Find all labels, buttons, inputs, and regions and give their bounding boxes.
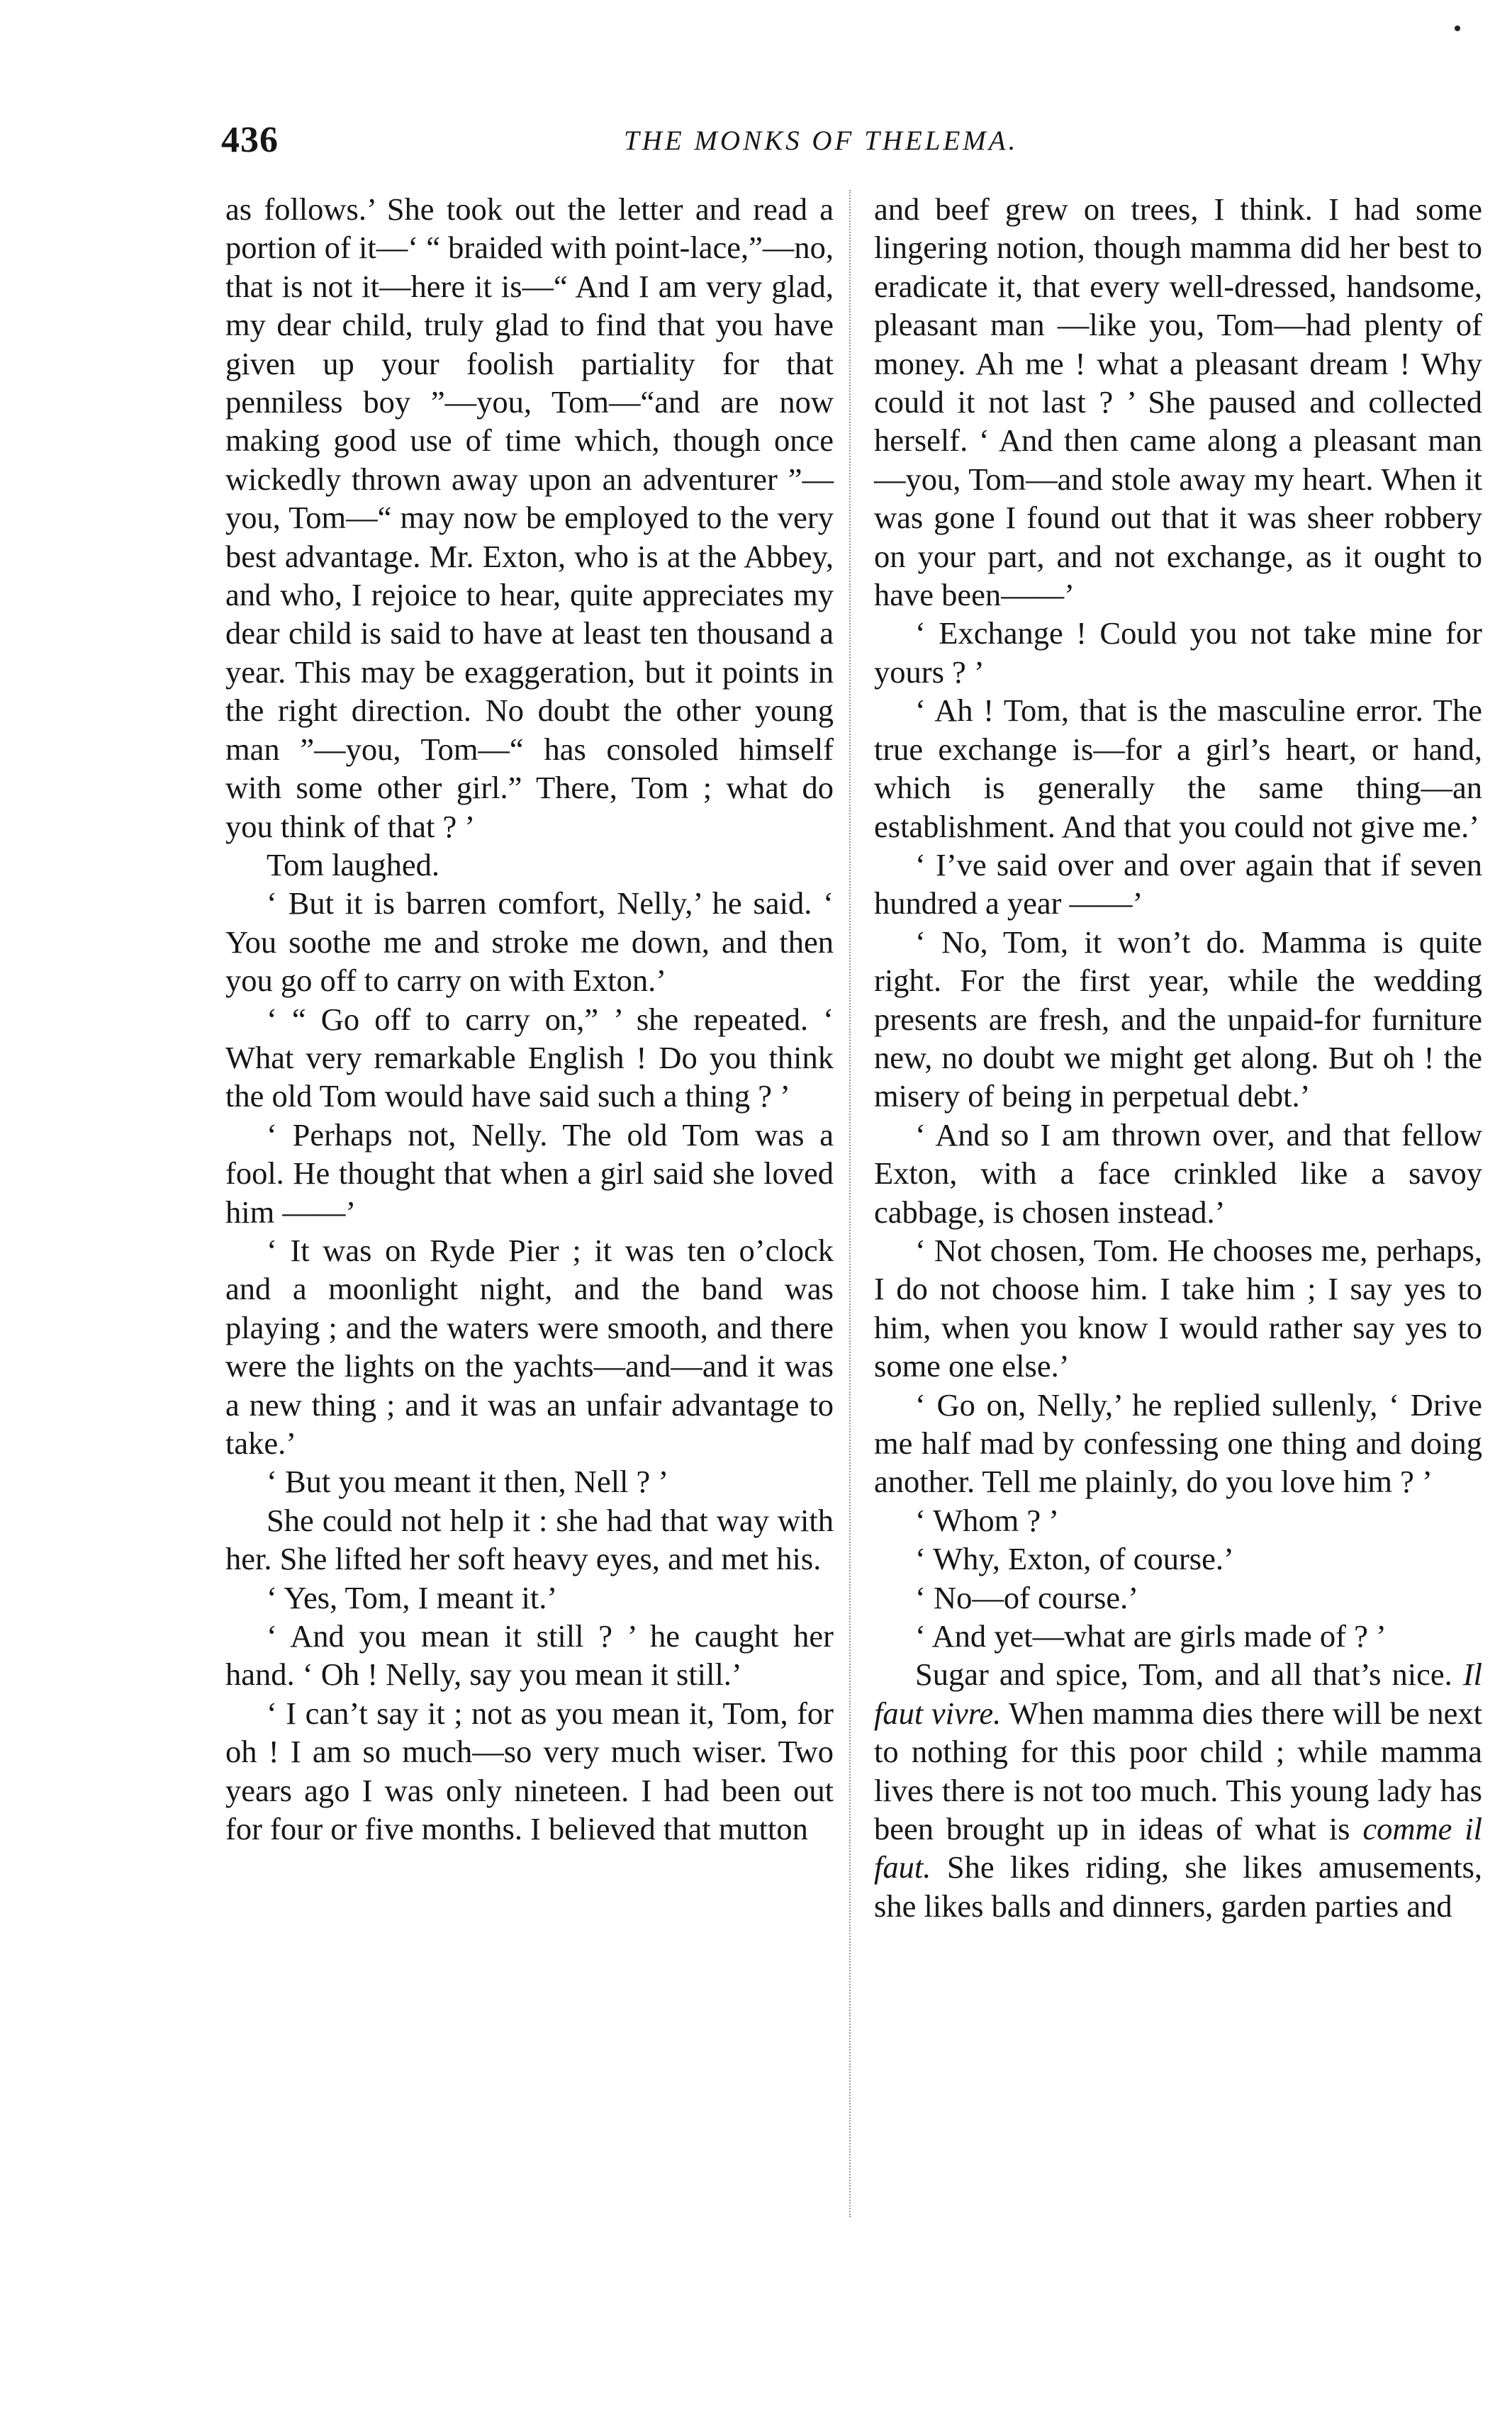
paragraph: ‘ No, Tom, it won’t do. Mamma is quite right. For the first year, while the wedding presents are fresh, and the unpaid-for furniture new, no doubt we might get along. But oh ! the misery of being in perpetual debt.’ [874, 924, 1482, 1114]
page-number: 436 [221, 120, 279, 160]
text-run: She likes riding, she likes amusements, she likes balls and dinners, garden parties and [874, 1849, 1483, 1924]
paragraph: ‘ Exchange ! Could you not take mine for yours ? ’ [874, 615, 1482, 690]
paragraph: ‘ “ Go off to carry on,” ’ she repeated. ‘ What very remarkable English ! Do you think the old Tom would have said such a thing ? ’ [225, 1001, 834, 1114]
paragraph: ‘ I’ve said over and over again that if seven hundred a year ——’ [874, 846, 1482, 921]
running-title: THE MONKS OF THELEMA. [624, 125, 1019, 156]
text-run: Sugar and spice, Tom, and all that’s nice. [915, 1657, 1452, 1693]
paragraph: ‘ Why, Exton, of course.’ [915, 1541, 1234, 1577]
paragraph: ‘ But it is barren comfort, Nelly,’ he said. ‘ You soothe me and stroke me down, and then you go off to carry on with Exton.’ [225, 885, 834, 999]
paragraph: She could not help it : she had that way with her. She lifted her soft heavy eyes, and met his. [225, 1502, 834, 1577]
paragraph: ‘ And yet—what are girls made of ? ’ [915, 1618, 1387, 1654]
column-divider [849, 190, 851, 2217]
paragraph: ‘ And so I am thrown over, and that fellow Exton, with a face crinkled like a savoy cabbage, is chosen instead.’ [874, 1116, 1482, 1230]
italic-phrase: Il faut vivre. [874, 1657, 1482, 1731]
paragraph: ‘ No—of course.’ [915, 1579, 1139, 1615]
paragraph: ‘ I can’t say it ; not as you mean it, Tom, for oh ! I am so much—so very much wiser. Two years ago I was only nineteen. I had been out for four or five months. I believed that mutton [225, 1695, 834, 1847]
paragraph [874, 1655, 1482, 1925]
paragraph: ‘ Yes, Tom, I meant it.’ [267, 1579, 558, 1615]
paragraph: Tom laughed. [267, 846, 440, 882]
paragraph: ‘ Go on, Nelly,’ he replied sullenly, ‘ Drive me half mad by confessing one thing and doing another. Tell me plainly, do you love him ? ’ [874, 1386, 1482, 1500]
paragraph: ‘ Ah ! Tom, that is the masculine error. The true exchange is—for a girl’s heart, or hand, which is generally the same thing—an establishment. And that you could not give me.’ [874, 693, 1482, 844]
paragraph: ‘ And you mean it still ? ’ he caught her hand. ‘ Oh ! Nelly, say you mean it still.’ [225, 1618, 834, 1693]
text-run: When mamma dies there will be next to nothing for this poor child ; while mamma lives there is not too much. This young lady has been brought up in ideas of what is [874, 1695, 1483, 1847]
paragraph: ‘ Perhaps not, Nelly. The old Tom was a fool. He thought that when a girl said she loved him ——’ [225, 1116, 834, 1230]
paragraph: ‘ Whom ? ’ [915, 1502, 1060, 1538]
paragraph: ‘ Not chosen, Tom. He chooses me, perhaps, I do not choose him. I take him ; I say yes to him, when you know I would rather say yes to some one else.’ [874, 1232, 1482, 1384]
paragraph: and beef grew on trees, I think. I had some lingering notion, though mamma did her best to eradicate it, that every well-dressed, handsome, pleasant man —like you, Tom—had plenty of money. Ah me ! what a pleasant dream ! Why could it not last ? ’ She paused and collected herself. ‘ And then came along a pleasant man—you, Tom—and stole away my heart. When it was gone I found out that it was sheer robbery on your part, and not exchange, as it ought to have been——’ [874, 191, 1482, 613]
left-column [225, 190, 834, 1848]
paragraph: as follows.’ She took out the letter and read a portion of it—‘ “ braided with point-lace,”—no, that is not it—here it is—“ And I am very glad, my dear child, truly glad to find that you have given up your foolish partiality for that penniless boy ”—you, Tom—“and are now making good use of time which, though once wickedly thrown away upon an adventurer ”—you, Tom—“ may now be employed to the very best advantage. Mr. Exton, who is at the Abbey, and who, I rejoice to hear, quite appreciates my dear child is said to have at least ten thousand a year. This may be exaggeration, but it points in the right direction. No doubt the other young man ”—you, Tom—“ has consoled himself with some other girl.” There, Tom ; what do you think of that ? ’ [225, 191, 834, 844]
paragraph: ‘ It was on Ryde Pier ; it was ten o’clock and a moonlight night, and the band was playing ; and the waters were smooth, and there were the lights on the yachts—and—and it was a new thing ; and it was an unfair advantage to take.’ [225, 1232, 834, 1461]
italic-phrase: comme il faut. [874, 1811, 1483, 1885]
paragraph: ‘ But you meant it then, Nell ? ’ [267, 1464, 669, 1500]
right-column [874, 190, 1482, 1925]
ink-speck [1455, 26, 1460, 31]
